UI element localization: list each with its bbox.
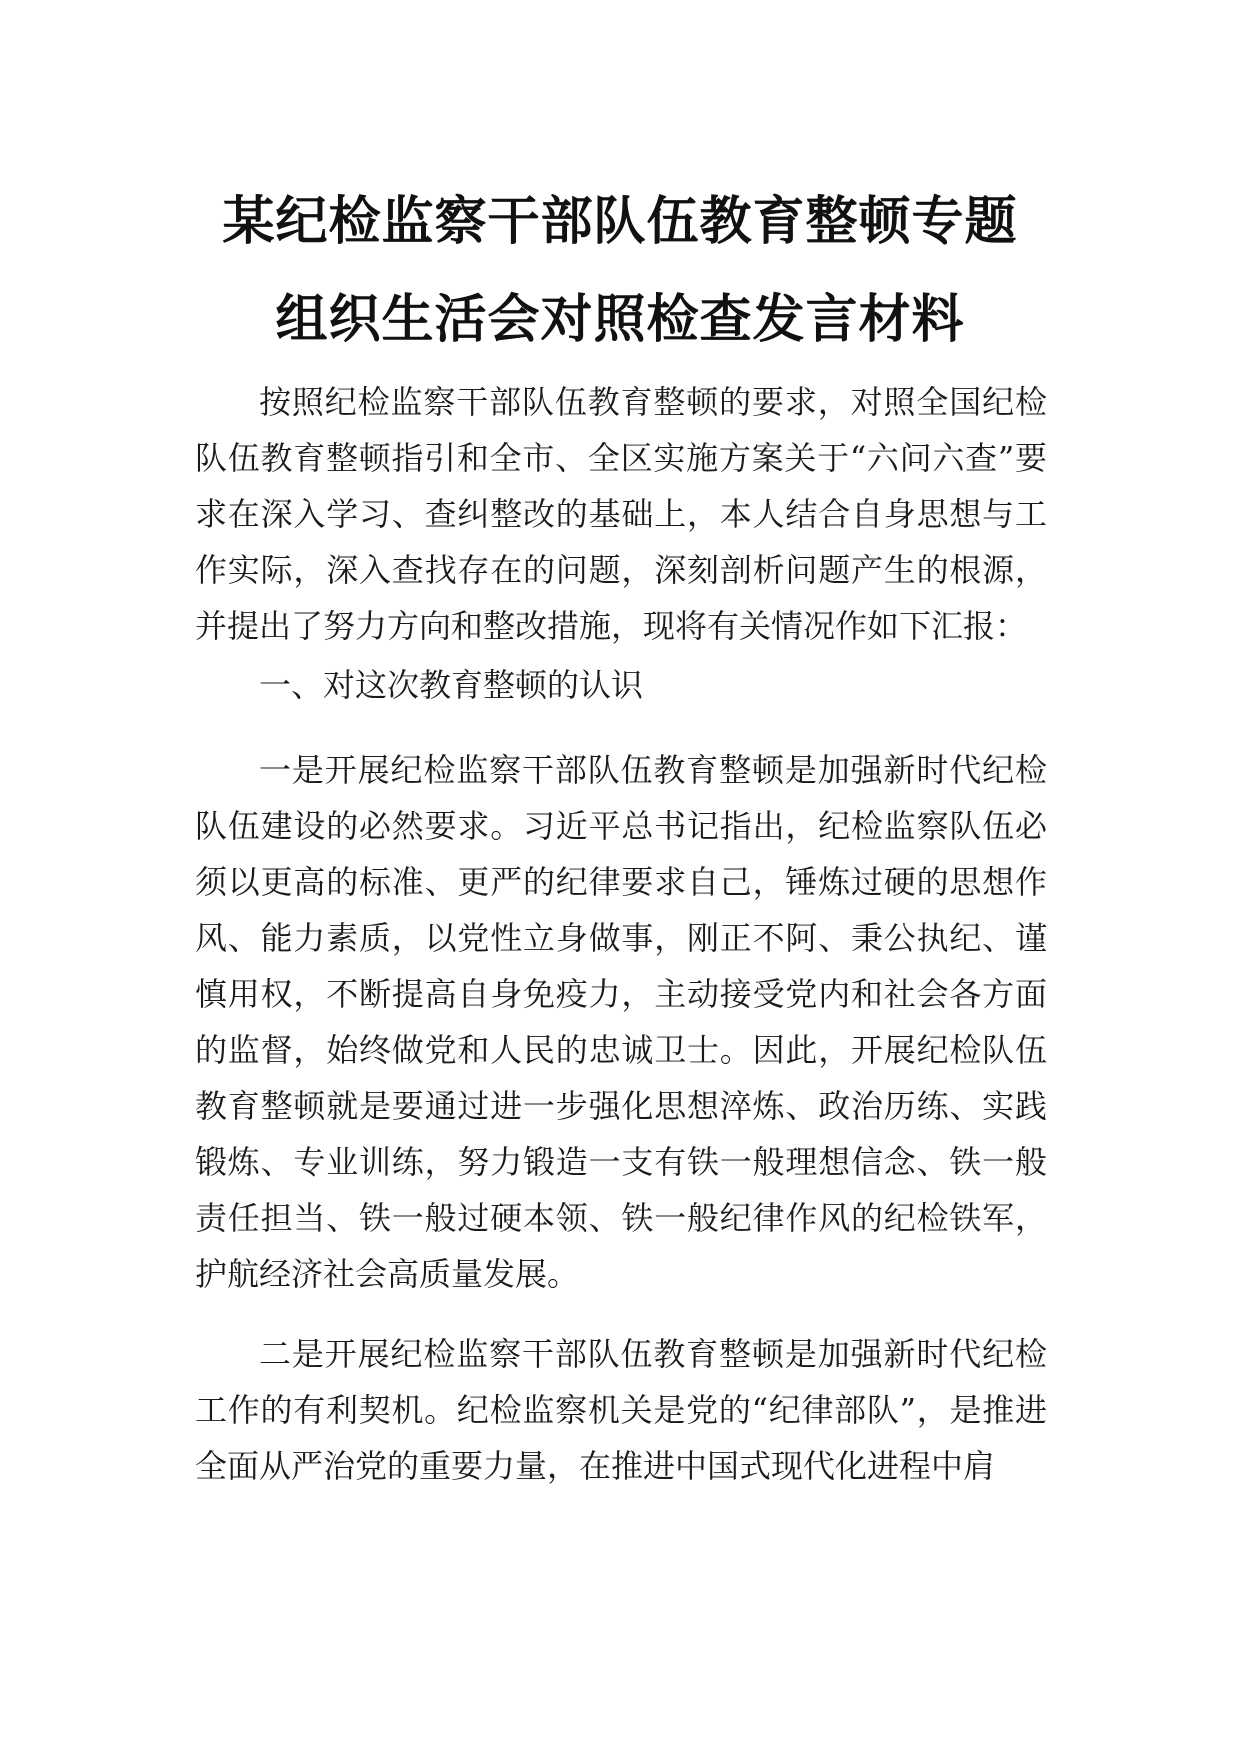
document-title-line-2: 组织生活会对照检查发言材料 [275, 290, 965, 350]
body-paragraph: 一是开展纪检监察干部队伍教育整顿是加强新时代纪检队伍建设的必然要求。习近平总书记指出，纪检监察队伍必须以更高的标准、更严的纪律要求自己，锤炼过硬的思想作风、能力素质，以党性立身做事，刚正不阿、秉公执纪、谨慎用权，不断提高自身免疫力，主动接受党内和社会各方面的监督，始终做党和人民的忠诚卫士。因此，开展纪检队伍教育整顿就是要通过进一步强化思想淬炼、政治历练、实践锻炼、专业训练，努力锻造一支有铁一般理想信念、铁一般责任担当、铁一般过硬本领、铁一般纪律作风的纪检铁军，护航经济社会高质量发展。 [195, 751, 1047, 1293]
document-body [195, 374, 1047, 1494]
document-title-line-1: 某纪检监察干部队伍教育整顿专题 [222, 192, 1018, 252]
section-heading: 一、对这次教育整顿的认识 [259, 666, 644, 704]
body-paragraph: 二是开展纪检监察干部队伍教育整顿是加强新时代纪检工作的有利契机。纪检监察机关是党的“纪律部队”，是推进全面从严治党的重要力量，在推进中国式现代化进程中肩 [195, 1335, 1047, 1485]
intro-paragraph: 按照纪检监察干部队伍教育整顿的要求，对照全国纪检队伍教育整顿指引和全市、全区实施方案关于“六问六查”要求在深入学习、查纠整改的基础上，本人结合自身思想与工作实际，深入查找存在的问题，深刻剖析问题产生的根源，并提出了努力方向和整改措施，现将有关情况作如下汇报： [195, 383, 1047, 645]
